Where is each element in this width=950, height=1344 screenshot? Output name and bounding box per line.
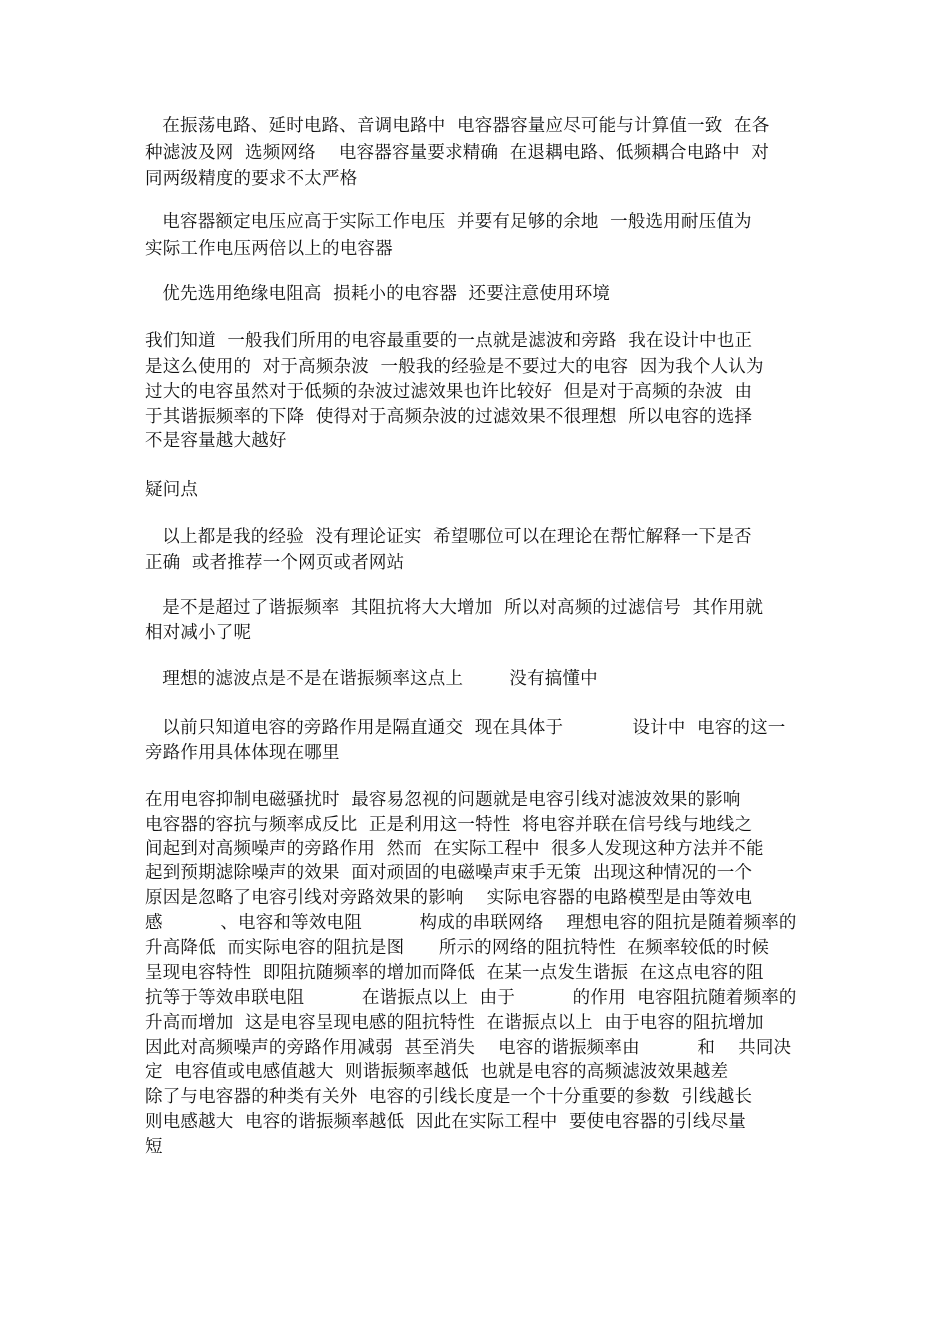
paragraph-line: 理想的滤波点是不是在谐振频率这点上 没有搞懂中	[145, 669, 598, 689]
paragraph-line: 起到预期滤除噪声的效果 面对顽固的电磁噪声束手无策 出现这种情况的一个	[145, 863, 753, 883]
paragraph-line: 过大的电容虽然对于低频的杂波过滤效果也许比较好 但是对于高频的杂波 由	[145, 382, 753, 402]
paragraph-line: 升高而增加 这是电容呈现电感的阻抗特性 在谐振点以上 由于电容的阻抗增加	[145, 1013, 764, 1033]
paragraph-line: 在振荡电路、延时电路、音调电路中 电容器容量应尽可能与计算值一致 在各	[145, 116, 770, 136]
paragraph-line: 除了与电容器的种类有关外 电容的引线长度是一个十分重要的参数 引线越长	[145, 1087, 753, 1107]
paragraph-line: 以上都是我的经验 没有理论证实 希望哪位可以在理论在帮忙解释一下是否	[145, 527, 752, 547]
paragraph-line: 相对减小了呢	[145, 623, 252, 643]
paragraph-line: 则电感越大 电容的谐振频率越低 因此在实际工程中 要使电容器的引线尽量	[145, 1112, 746, 1132]
paragraph-line: 间起到对高频噪声的旁路作用 然而 在实际工程中 很多人发现这种方法并不能	[145, 839, 764, 859]
paragraph-line: 是这么使用的 对于高频杂波 一般我的经验是不要过大的电容 因为我个人认为	[145, 357, 764, 377]
paragraph-line: 不是容量越大越好	[145, 431, 287, 451]
paragraph-line: 优先选用绝缘电阻高 损耗小的电容器 还要注意使用环境	[145, 284, 611, 304]
paragraph-line: 以前只知道电容的旁路作用是隔直通交 现在具体于 设计中 电容的这一	[145, 718, 786, 738]
paragraph-line: 在用电容抑制电磁骚扰时 最容易忽视的问题就是电容引线对滤波效果的影响	[145, 790, 741, 810]
paragraph-line: 因此对高频噪声的旁路作用减弱 甚至消失 电容的谐振频率由 和 共同决	[145, 1038, 792, 1058]
paragraph-line: 定 电容值或电感值越大 则谐振频率越低 也就是电容的高频滤波效果越差	[145, 1062, 729, 1082]
paragraph-line: 升高降低 而实际电容的阻抗是图 所示的网络的阻抗特性 在频率较低的时候	[145, 938, 770, 958]
paragraph-line: 旁路作用具体体现在哪里	[145, 743, 340, 763]
paragraph-line: 同两级精度的要求不太严格	[145, 169, 358, 189]
paragraph-line: 电容器的容抗与频率成反比 正是利用这一特性 将电容并联在信号线与地线之	[145, 815, 753, 835]
section-heading: 疑问点	[145, 480, 199, 500]
paragraph-line: 于其谐振频率的下降 使得对于高频杂波的过滤效果不很理想 所以电容的选择	[145, 407, 753, 427]
paragraph-line: 是不是超过了谐振频率 其阻抗将大大增加 所以对高频的过滤信号 其作用就	[145, 598, 764, 618]
paragraph-line: 实际工作电压两倍以上的电容器	[145, 239, 393, 259]
paragraph-line: 短	[145, 1137, 163, 1157]
paragraph-line: 感 、电容和等效电阻 构成的串联网络 理想电容的阻抗是随着频率的	[145, 913, 797, 933]
paragraph-line: 我们知道 一般我们所用的电容最重要的一点就是滤波和旁路 我在设计中也正	[145, 331, 753, 351]
paragraph-line: 原因是忽略了电容引线对旁路效果的影响 实际电容器的电路模型是由等效电	[145, 888, 753, 908]
paragraph-line: 电容器额定电压应高于实际工作电压 并要有足够的余地 一般选用耐压值为	[145, 212, 752, 232]
paragraph-line: 种滤波及网 选频网络 电容器容量要求精确 在退耦电路、低频耦合电路中 对	[145, 143, 770, 163]
paragraph-line: 抗等于等效串联电阻 在谐振点以上 由于 的作用 电容阻抗随着频率的	[145, 988, 797, 1008]
paragraph-line: 呈现电容特性 即阻抗随频率的增加而降低 在某一点发生谐振 在这点电容的阻	[145, 963, 764, 983]
paragraph-line: 正确 或者推荐一个网页或者网站	[145, 553, 405, 573]
